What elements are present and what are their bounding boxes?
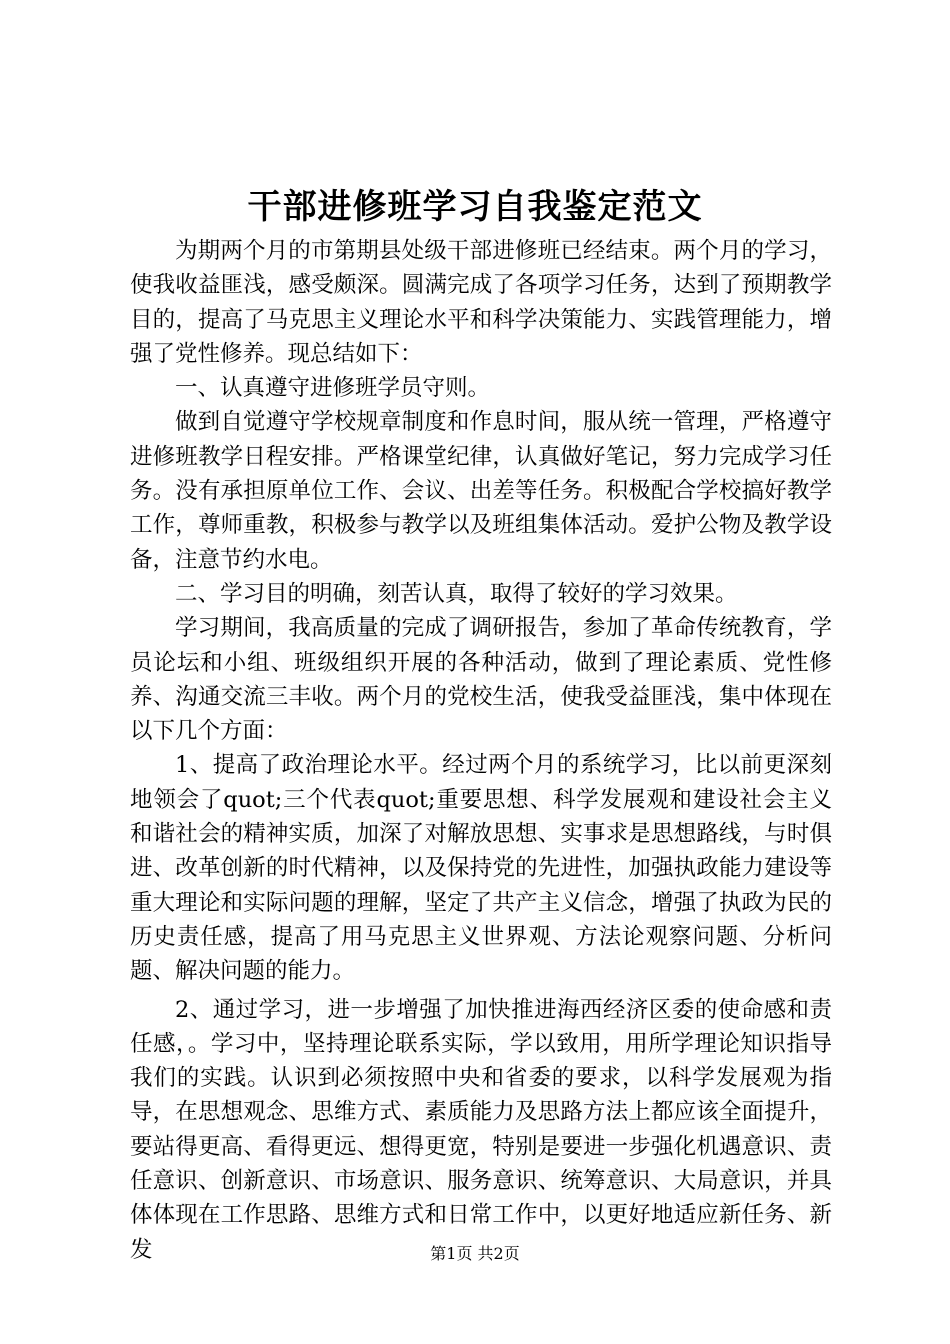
page-number: 第1页 共2页 bbox=[430, 1244, 520, 1263]
section-2-paragraph: 学习期间，我高质量的完成了调研报告，参加了革命传统教育，学员论坛和小组、班级组织开展的各种活动，做到了理论素质、党性修养、沟通交流三丰收。两个月的党校生活，使我受益匪浅，集中体现在以下几个方面： bbox=[130, 615, 832, 745]
section-1-paragraph: 做到自觉遵守学校规章制度和作息时间，服从统一管理，严格遵守进修班教学日程安排。严格课堂纪律，认真做好笔记，努力完成学习任务。没有承担原单位工作、会议、出差等任务。积极配合学校搞好教学工作，尊师重教，积极参与教学以及班组集体活动。爱护公物及教学设备，注意节约水电。 bbox=[130, 409, 832, 573]
section-heading-2: 二、学习目的明确，刻苦认真，取得了较好的学习效果。 bbox=[175, 580, 738, 607]
document-title: 干部进修班学习自我鉴定范文 bbox=[247, 187, 703, 227]
point-1-paragraph: 1、提高了政治理论水平。经过两个月的系统学习，比以前更深刻地领会了quot;三个代表quot;重要思想、科学发展观和建设社会主义和谐社会的精神实质，加深了对解放思想、实事求是思想路线，与时俱进、改革创新的时代精神，以及保持党的先进性，加强执政能力建设等重大理论和实际问题的理解，坚定了共产主义信念，增强了执政为民的历史责任感，提高了用马克思主义世界观、方法论观察问题、分析问题、解决问题的能力。 bbox=[130, 752, 832, 985]
section-heading-1: 一、认真遵守进修班学员守则。 bbox=[175, 375, 491, 402]
point-2-paragraph: 2、通过学习，进一步增强了加快推进海西经济区委的使命感和责任感，。学习中，坚持理论联系实际，学以致用，用所学理论知识指导我们的实践。认识到必须按照中央和省委的要求，以科学发展观为指导，在思想观念、思维方式、素质能力及思路方法上都应该全面提升，要站得更高、看得更远、想得更宽，特别是要进一步强化机遇意识、责任意识、创新意识、市场意识、服务意识、统筹意识、大局意识，并具体体现在工作思路、思维方式和日常工作中，以更好地适应新任务、新发 bbox=[130, 996, 832, 1263]
document-body bbox=[130, 234, 832, 1267]
intro-paragraph: 为期两个月的市第期县处级干部进修班已经结束。两个月的学习，使我收益匪浅，感受颇深。圆满完成了各项学习任务，达到了预期教学目的，提高了马克思主义理论水平和科学决策能力、实践管理能力，增强了党性修养。现总结如下： bbox=[130, 238, 832, 367]
